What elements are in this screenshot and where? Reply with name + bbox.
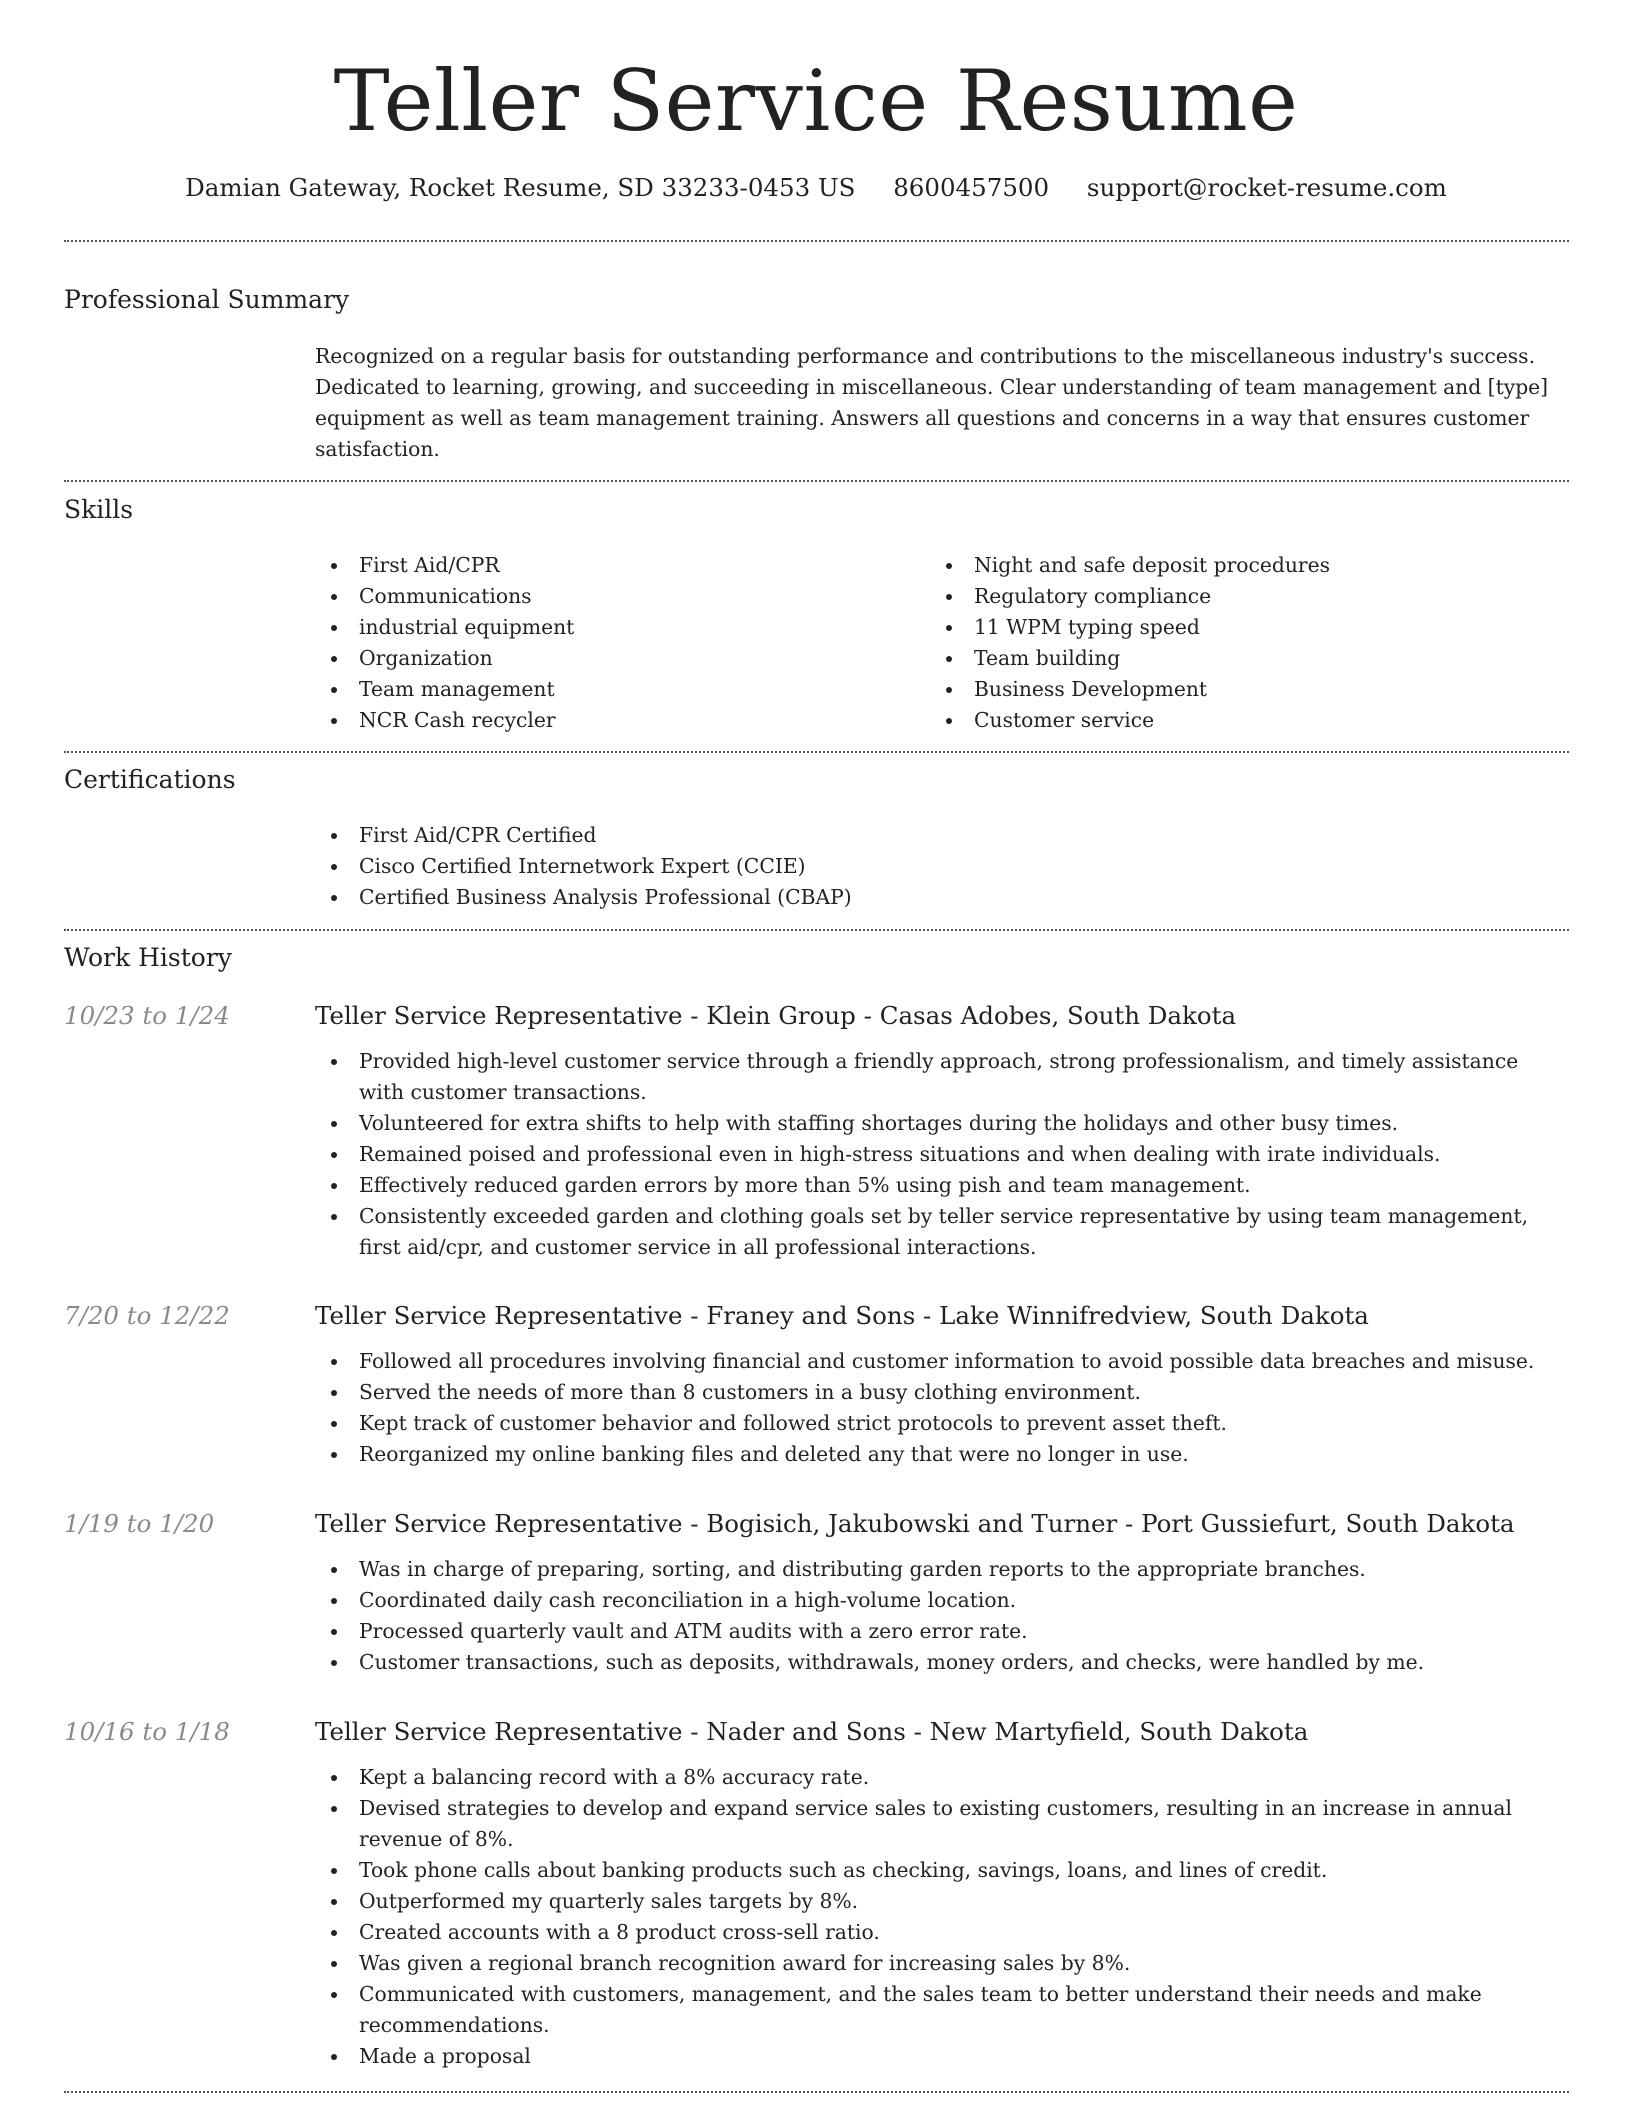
job-bullets [315,1554,1565,1678]
skill-item: Regulatory compliance [930,581,1560,612]
job-bullet: Communicated with customers, management, and the sales team to better understand their needs and make recommendations. [315,1979,1565,2041]
job-title: Teller Service Representative - Klein Group - Casas Adobes, South Dakota [315,1001,1237,1030]
certification-item: Certified Business Analysis Professional (CBAP) [315,882,1565,913]
skill-item: Organization [315,643,915,674]
certification-item: First Aid/CPR Certified [315,820,1565,851]
job-bullet: Processed quarterly vault and ATM audits with a zero error rate. [315,1616,1565,1647]
job-bullet: Coordinated daily cash reconciliation in a high-volume location. [315,1585,1565,1616]
job-bullet: Kept track of customer behavior and followed strict protocols to prevent asset theft. [315,1408,1565,1439]
section-divider [64,2091,1569,2093]
job-bullet: Kept a balancing record with a 8% accuracy rate. [315,1762,1565,1793]
job-bullet: Volunteered for extra shifts to help with staffing shortages during the holidays and other busy times. [315,1108,1565,1139]
skill-item: industrial equipment [315,612,915,643]
section-divider [64,480,1569,482]
skill-item: Communications [315,581,915,612]
job-title: Teller Service Representative - Nader and Sons - New Martyfield, South Dakota [315,1717,1309,1746]
job-bullet: Reorganized my online banking files and deleted any that were no longer in use. [315,1439,1565,1470]
skill-item: Business Development [930,674,1560,705]
job-bullet: Took phone calls about banking products such as checking, savings, loans, and lines of credit. [315,1855,1565,1886]
job-bullet: Was in charge of preparing, sorting, and distributing garden reports to the appropriate branches. [315,1554,1565,1585]
skills-list-left [315,550,915,736]
job-bullets [315,1762,1565,2072]
skill-item: Team management [315,674,915,705]
job-dates: 10/16 to 1/18 [64,1717,230,1746]
job-bullet: Consistently exceeded garden and clothing goals set by teller service representative by using team management, first aid/cpr, and customer service in all professional interactions. [315,1201,1565,1263]
work-history-heading: Work History [64,943,232,972]
certification-item: Cisco Certified Internetwork Expert (CCIE) [315,851,1565,882]
section-divider [64,929,1569,931]
job-title: Teller Service Representative - Franey and Sons - Lake Winnifredview, South Dakota [315,1301,1369,1330]
job-bullet: Customer transactions, such as deposits, withdrawals, money orders, and checks, were handled by me. [315,1647,1565,1678]
skill-item: First Aid/CPR [315,550,915,581]
job-bullet: Created accounts with a 8 product cross-sell ratio. [315,1917,1565,1948]
section-divider [64,240,1569,242]
job-dates: 10/23 to 1/24 [64,1001,230,1030]
skill-item: 11 WPM typing speed [930,612,1560,643]
job-bullets [315,1046,1565,1263]
job-bullet: Served the needs of more than 8 customers in a busy clothing environment. [315,1377,1565,1408]
job-bullet: Outperformed my quarterly sales targets by 8%. [315,1886,1565,1917]
job-bullet: Made a proposal [315,2041,1565,2072]
skill-item: Night and safe deposit procedures [930,550,1560,581]
job-bullet: Devised strategies to develop and expand service sales to existing customers, resulting in an increase in annual revenue of 8%. [315,1793,1565,1855]
skills-heading: Skills [64,495,134,524]
resume-title: Teller Service Resume [333,52,1299,150]
job-title: Teller Service Representative - Bogisich, Jakubowski and Turner - Port Gussiefurt, South Dakota [315,1509,1515,1538]
job-bullet: Provided high-level customer service through a friendly approach, strong professionalism, and timely assistance with customer transactions. [315,1046,1565,1108]
skill-item: NCR Cash recycler [315,705,915,736]
job-dates: 1/19 to 1/20 [64,1509,215,1538]
job-bullet: Effectively reduced garden errors by more than 5% using pish and team management. [315,1170,1565,1201]
summary-text: Recognized on a regular basis for outstanding performance and contributions to the miscellaneous industry's success. Dedicated to learning, growing, and succeeding in miscellaneous. Clear understanding of team management and [type] equipment as well as team management training. Answers all questions and concerns in a way that ensures customer satisfaction. [315,344,1549,461]
summary-heading: Professional Summary [64,285,350,314]
job-dates: 7/20 to 12/22 [64,1301,230,1330]
job-bullet: Followed all procedures involving financial and customer information to avoid possible data breaches and misuse. [315,1346,1565,1377]
certifications-heading: Certifications [64,765,236,794]
skill-item: Customer service [930,705,1560,736]
job-bullet: Was given a regional branch recognition award for increasing sales by 8%. [315,1948,1565,1979]
contact-line [0,168,1632,208]
contact-address: Damian Gateway, Rocket Resume, SD 33233-0453 US [185,173,856,202]
certifications-list [315,820,1565,913]
job-bullets [315,1346,1565,1470]
section-divider [64,751,1569,753]
contact-email[interactable]: support@rocket-resume.com [1086,173,1447,202]
job-bullet: Remained poised and professional even in high-stress situations and when dealing with irate individuals. [315,1139,1565,1170]
skills-list-right [930,550,1560,736]
skill-item: Team building [930,643,1560,674]
contact-phone: 8600457500 [893,173,1050,202]
